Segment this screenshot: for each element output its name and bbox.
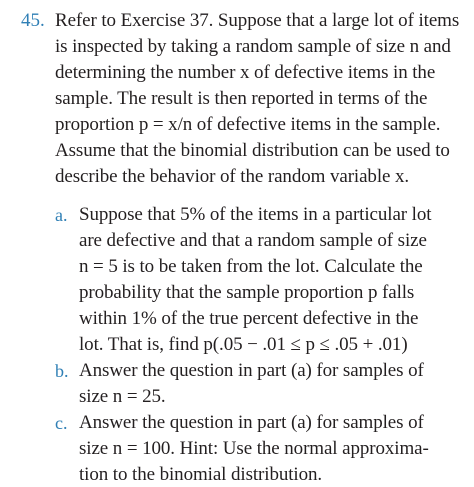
part-line: Suppose that 5% of the items in a particular lot xyxy=(79,204,432,225)
part-line: probability that the sample proportion p falls xyxy=(79,282,415,303)
part-label: c. xyxy=(55,413,68,433)
intro-line: Refer to Exercise 37. Suppose that a large lot of items xyxy=(55,10,460,31)
part-line: tion to the binomial distribution. xyxy=(79,464,323,485)
part-line: size n = 25. xyxy=(79,386,166,407)
intro-line: proportion p = x/n of defective items in the sample. xyxy=(55,114,441,135)
intro-line: describe the behavior of the random variable x. xyxy=(55,166,410,187)
intro-line: determining the number x of defective items in the xyxy=(55,62,436,83)
part-line: Answer the question in part (a) for samples of xyxy=(79,360,424,381)
part-label: a. xyxy=(55,205,68,225)
intro-line: is inspected by taking a random sample of size n and xyxy=(55,36,451,57)
part-label: b. xyxy=(55,361,69,381)
part-line: size n = 100. Hint: Use the normal approxima- xyxy=(79,438,429,459)
part-line: n = 5 is to be taken from the lot. Calculate the xyxy=(79,256,423,277)
part-line: lot. That is, find p(.05 − .01 ≤ p ≤ .05 + .01) xyxy=(79,334,408,355)
part-line: Answer the question in part (a) for samples of xyxy=(79,412,424,433)
part-line: are defective and that a random sample of size xyxy=(79,230,427,251)
exercise-number: 45. xyxy=(21,10,45,31)
intro-line: Assume that the binomial distribution can be used to xyxy=(55,140,450,161)
intro-line: sample. The result is then reported in terms of the xyxy=(55,88,428,109)
part-line: within 1% of the true percent defective in the xyxy=(79,308,419,329)
